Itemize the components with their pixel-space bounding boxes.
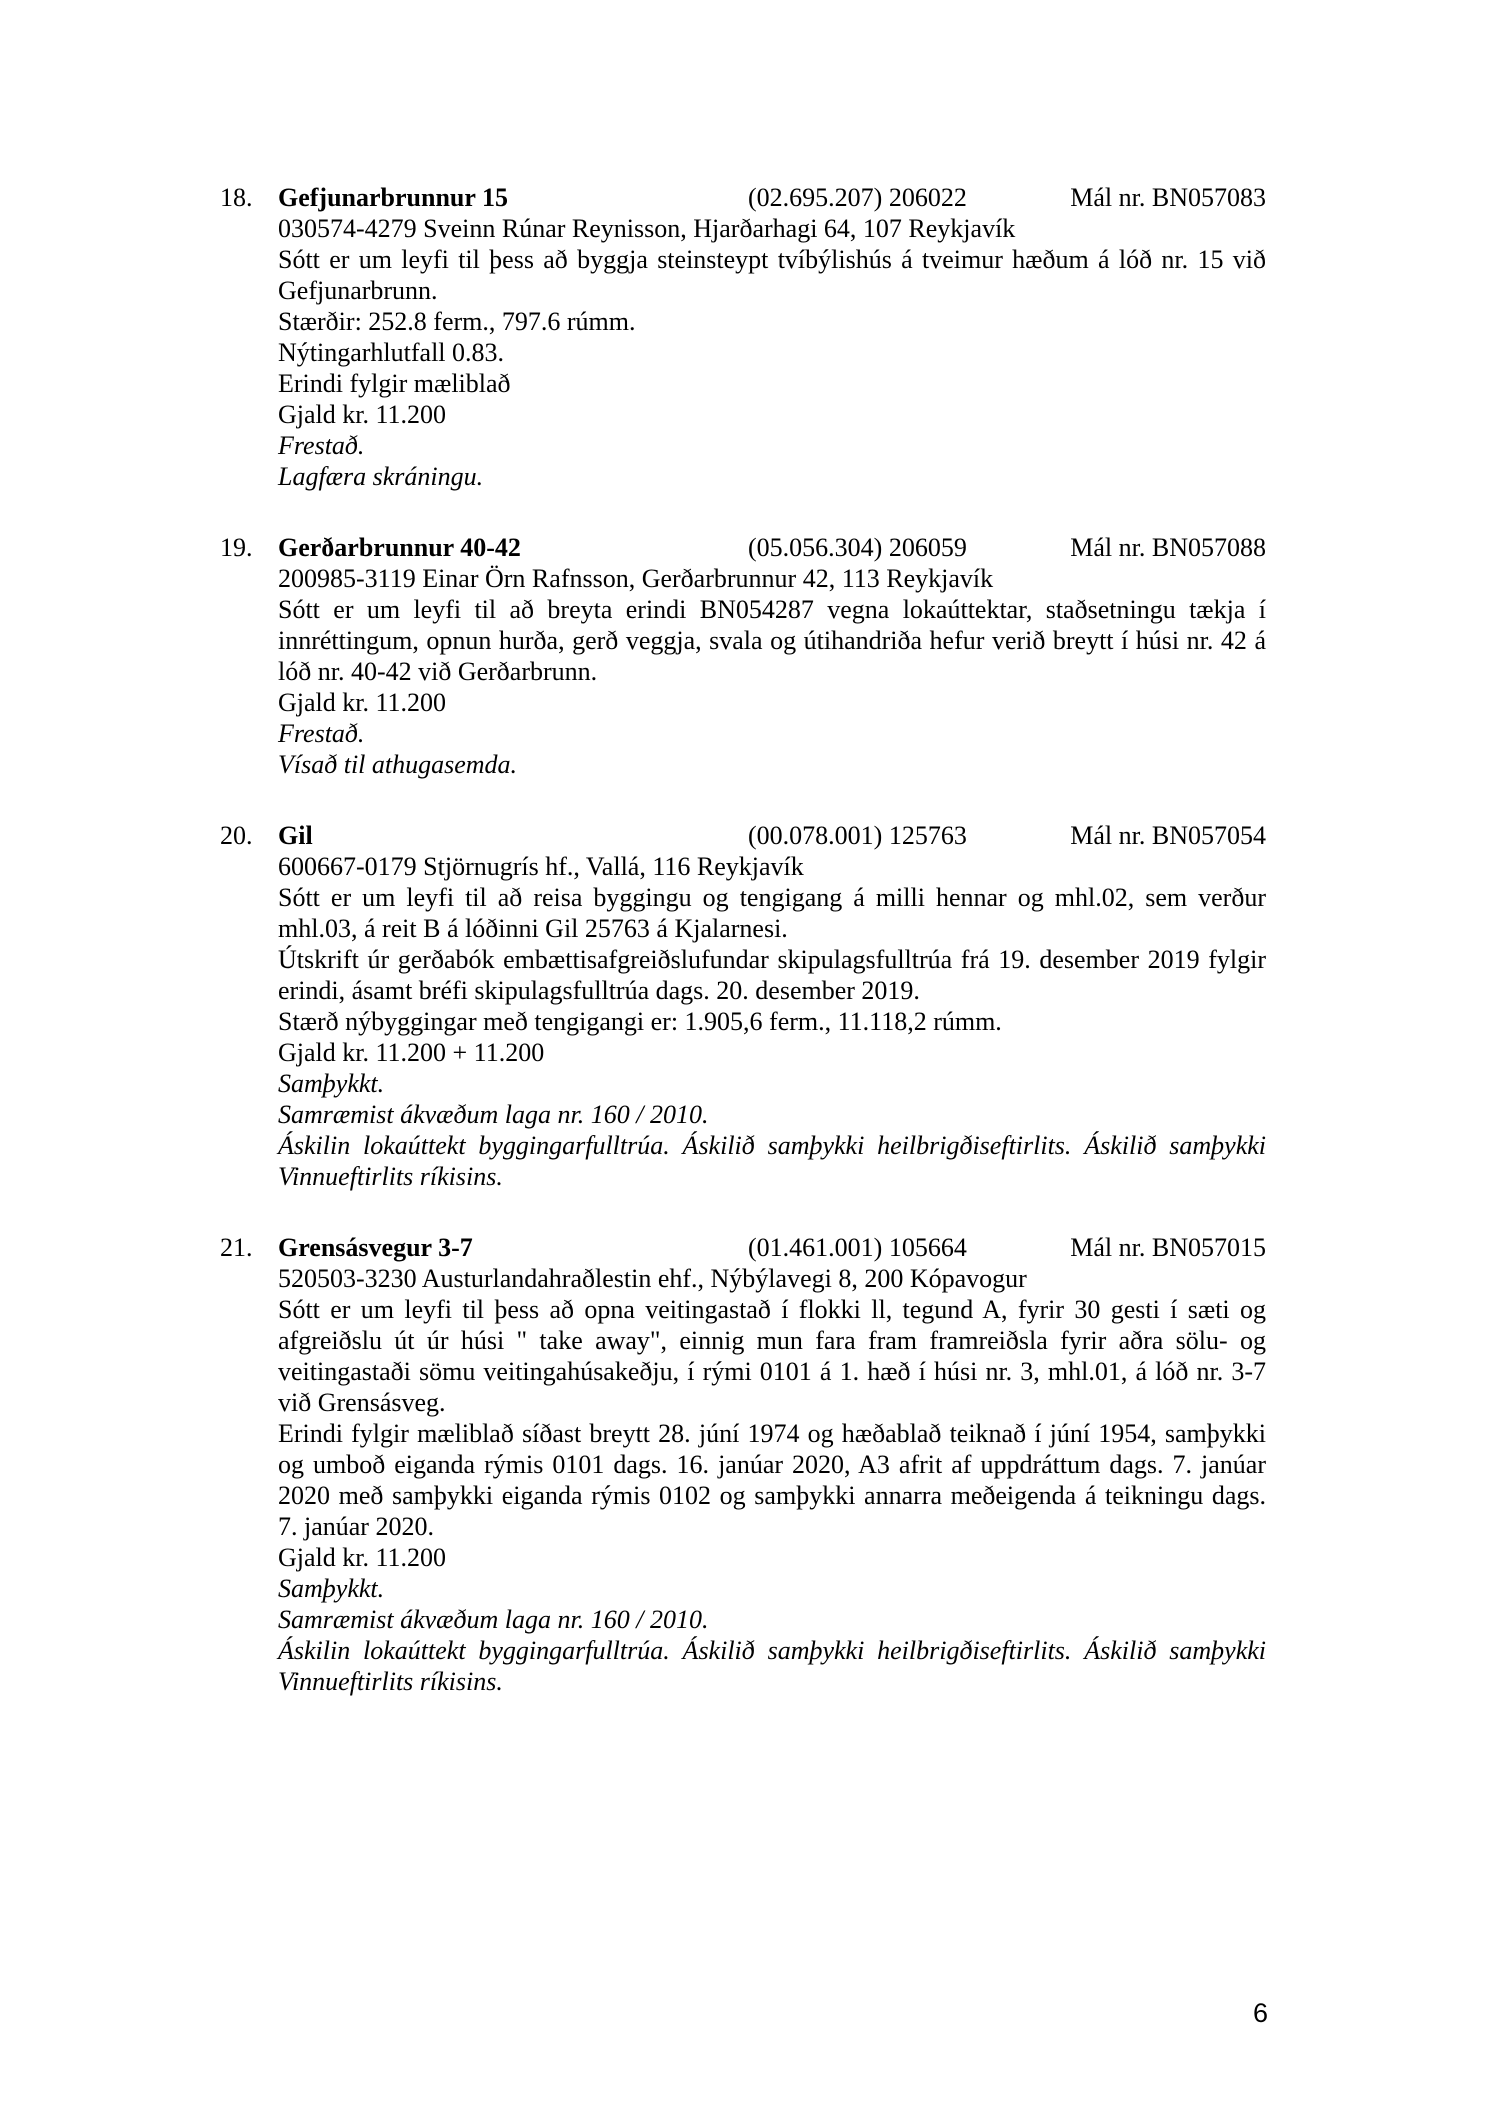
item-case-number: Mál nr. BN057015 bbox=[1070, 1233, 1266, 1262]
item-content bbox=[278, 182, 1266, 492]
item-line: Lagfæra skráningu. bbox=[278, 462, 484, 491]
item-content bbox=[278, 1232, 1266, 1697]
item-line: Útskrift úr gerðabók embættisafgreiðslufundar skipulagsfulltrúa frá 19. desember 2019 fylgir erindi, ásamt bréfi skipulagsfulltrúa dags. 20. desember 2019. bbox=[278, 945, 1266, 1005]
item-content bbox=[278, 532, 1266, 780]
item-line: Sótt er um leyfi til að reisa byggingu og tengigang á milli hennar og mhl.02, sem verður mhl.03, á reit B á lóðinni Gil 25763 á Kjalarnesi. bbox=[278, 883, 1266, 943]
agenda-item bbox=[220, 532, 1266, 780]
item-line: Gjald kr. 11.200 + 11.200 bbox=[278, 1038, 545, 1067]
item-line: Gjald kr. 11.200 bbox=[278, 688, 447, 717]
item-heading bbox=[278, 532, 1266, 563]
item-number: 18. bbox=[220, 183, 253, 212]
item-line: Stærðir: 252.8 ferm., 797.6 rúmm. bbox=[278, 307, 636, 336]
item-line: Frestað. bbox=[278, 719, 365, 748]
item-number: 20. bbox=[220, 821, 253, 850]
item-line: Áskilin lokaúttekt byggingarfulltrúa. Áskilið samþykki heilbrigðiseftirlits. Áskilið samþykki Vinnueftirlits ríkisins. bbox=[278, 1131, 1266, 1191]
agenda-item bbox=[220, 182, 1266, 492]
item-reference: (01.461.001) 105664 bbox=[748, 1233, 967, 1262]
item-line: 520503-3230 Austurlandahraðlestin ehf., Nýbýlavegi 8, 200 Kópavogur bbox=[278, 1264, 1027, 1293]
item-line: Áskilin lokaúttekt byggingarfulltrúa. Áskilið samþykki heilbrigðiseftirlits. Áskilið samþykki Vinnueftirlits ríkisins. bbox=[278, 1636, 1266, 1696]
item-line: 600667-0179 Stjörnugrís hf., Vallá, 116 Reykjavík bbox=[278, 852, 804, 881]
item-line: 030574-4279 Sveinn Rúnar Reynisson, Hjarðarhagi 64, 107 Reykjavík bbox=[278, 214, 1016, 243]
agenda-item bbox=[220, 820, 1266, 1192]
item-line: Nýtingarhlutfall 0.83. bbox=[278, 338, 505, 367]
item-line: Gjald kr. 11.200 bbox=[278, 1543, 447, 1572]
item-case-number: Mál nr. BN057054 bbox=[1070, 821, 1266, 850]
item-case-number: Mál nr. BN057088 bbox=[1070, 533, 1266, 562]
item-line: Gjald kr. 11.200 bbox=[278, 400, 447, 429]
item-body bbox=[278, 213, 1266, 492]
items-list bbox=[220, 182, 1266, 1697]
item-content bbox=[278, 820, 1266, 1192]
item-reference: (00.078.001) 125763 bbox=[748, 821, 967, 850]
item-heading bbox=[278, 820, 1266, 851]
item-number: 21. bbox=[220, 1233, 253, 1262]
item-case-number: Mál nr. BN057083 bbox=[1070, 183, 1266, 212]
item-line: Erindi fylgir mæliblað bbox=[278, 369, 511, 398]
item-line: Sótt er um leyfi til þess að byggja steinsteypt tvíbýlishús á tveimur hæðum á lóð nr. 15 við Gefjunarbrunn. bbox=[278, 245, 1266, 305]
item-body bbox=[278, 563, 1266, 780]
agenda-item bbox=[220, 1232, 1266, 1697]
page-number: 6 bbox=[1252, 1998, 1268, 2028]
item-body bbox=[278, 851, 1266, 1192]
item-line: Samþykkt. bbox=[278, 1574, 385, 1603]
item-line: Vísað til athugasemda. bbox=[278, 750, 518, 779]
item-line: Frestað. bbox=[278, 431, 365, 460]
item-line: Sótt er um leyfi til að breyta erindi BN054287 vegna lokaúttektar, staðsetningu tækja í innréttingum, opnun hurða, gerð veggja, svala og útihandriða hefur verið breytt í húsi nr. 42 á lóð nr. 40-42 við Gerðarbrunn. bbox=[278, 595, 1266, 686]
item-line: Stærð nýbyggingar með tengigangi er: 1.905,6 ferm., 11.118,2 rúmm. bbox=[278, 1007, 1002, 1036]
item-title: Gefjunarbrunnur 15 bbox=[278, 183, 508, 212]
item-title: Gerðarbrunnur 40-42 bbox=[278, 533, 521, 562]
item-heading bbox=[278, 1232, 1266, 1263]
item-line: Samræmist ákvæðum laga nr. 160 / 2010. bbox=[278, 1100, 709, 1129]
item-body bbox=[278, 1263, 1266, 1697]
item-line: Samræmist ákvæðum laga nr. 160 / 2010. bbox=[278, 1605, 709, 1634]
item-heading bbox=[278, 182, 1266, 213]
item-line: Erindi fylgir mæliblað síðast breytt 28. júní 1974 og hæðablað teiknað í júní 1954, samþykki og umboð eiganda rýmis 0101 dags. 16. janúar 2020, A3 afrit af uppdráttum dags. 7. janúar 2020 með samþykki eiganda rýmis 0102 og samþykki annarra meðeigenda á teikningu dags. 7. janúar 2020. bbox=[278, 1419, 1266, 1541]
item-line: Sótt er um leyfi til þess að opna veitingastað í flokki ll, tegund A, fyrir 30 gesti í sæti og afgreiðslu út úr húsi " take away", einnig mun fara fram framreiðsla fyrir aðra sölu- og veitingastaði sömu veitingahúsakeðju, í rými 0101 á 1. hæð í húsi nr. 3, mhl.01, á lóð nr. 3-7 við Grensásveg. bbox=[278, 1295, 1266, 1417]
item-title: Grensásvegur 3-7 bbox=[278, 1233, 473, 1262]
item-line: Samþykkt. bbox=[278, 1069, 385, 1098]
item-title: Gil bbox=[278, 821, 313, 850]
item-line: 200985-3119 Einar Örn Rafnsson, Gerðarbrunnur 42, 113 Reykjavík bbox=[278, 564, 994, 593]
item-reference: (02.695.207) 206022 bbox=[748, 183, 967, 212]
item-reference: (05.056.304) 206059 bbox=[748, 533, 967, 562]
item-number: 19. bbox=[220, 533, 253, 562]
